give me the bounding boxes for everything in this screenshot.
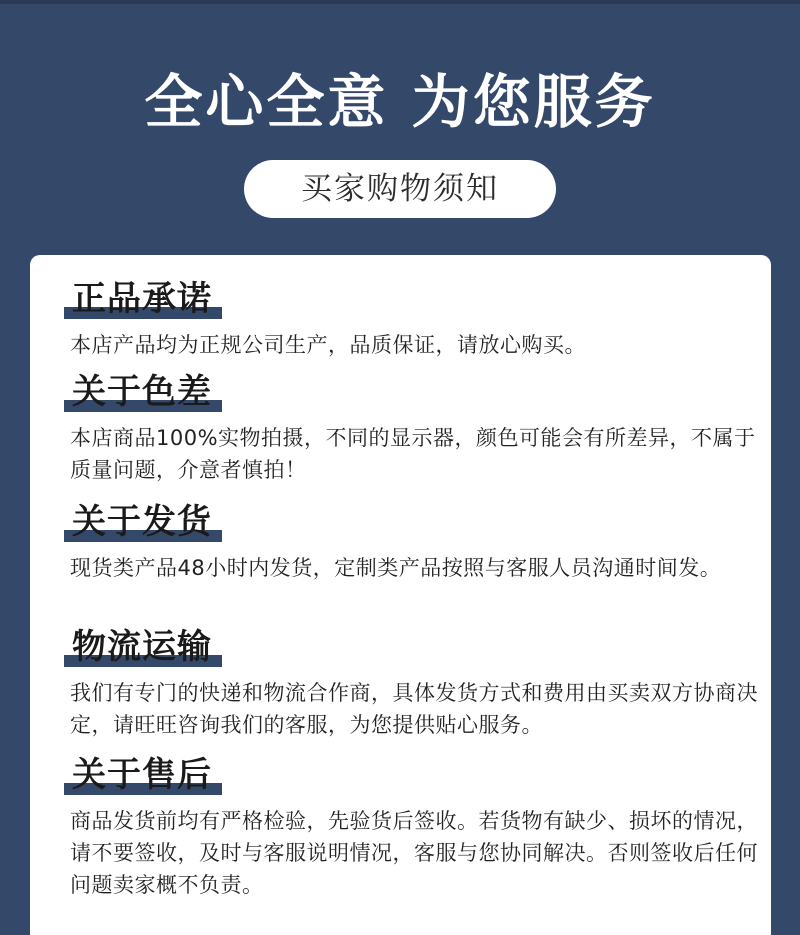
section-body: 我们有专门的快递和物流合作商，具体发货方式和费用由买卖双方协商决定，请旺旺咨询我们的客服，为您提供贴心服务。 (70, 681, 758, 737)
section-heading-text: 关于色差 (72, 372, 212, 412)
section-body: 本店产品均为正规公司生产，品质保证，请放心购买。 (70, 333, 586, 357)
section-heading-text: 物流运输 (72, 627, 212, 667)
section-after-sales (70, 753, 760, 901)
section-logistics (70, 625, 760, 741)
section-heading-text: 关于发货 (72, 502, 212, 542)
section-color-difference (70, 370, 760, 486)
section-body: 现货类产品48小时内发货，定制类产品按照与客服人员沟通时间发。 (70, 556, 722, 580)
section-heading-text: 关于售后 (72, 755, 212, 795)
section-heading (70, 277, 216, 321)
section-genuine-promise (70, 277, 760, 361)
section-heading (70, 370, 216, 414)
section-heading-text: 正品承诺 (72, 279, 212, 319)
section-body: 本店商品100%实物拍摄，不同的显示器，颜色可能会有所差异，不属于质量问题，介意者慎拍！ (70, 426, 756, 482)
notice-card (30, 255, 771, 935)
page-title: 全心全意 为您服务 (144, 68, 656, 136)
section-heading (70, 625, 216, 669)
section-body: 商品发货前均有严格检验，先验货后签收。若货物有缺少、损坏的情况，请不要签收，及时与客服说明情况，客服与您协同解决。否则签收后任何问题卖家概不负责。 (70, 809, 758, 897)
section-heading (70, 753, 216, 797)
section-heading (70, 500, 216, 544)
top-strip (0, 0, 800, 4)
section-shipping (70, 500, 760, 584)
subtitle-badge: 买家购物须知 (244, 160, 556, 218)
